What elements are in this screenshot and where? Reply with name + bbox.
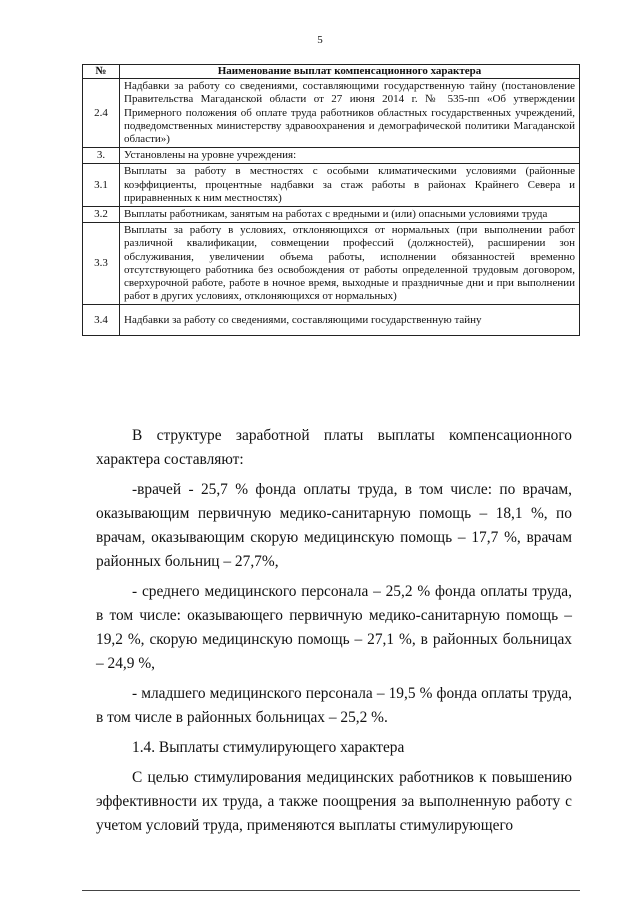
row-text: Надбавки за работу со сведениями, составляющими государственную тайну (постановление Правительства Магаданской области от 27 июня 2014 г. № 535-пп «Об утверждении Примерного положения об оплате труда работников областных государственных учреждений, подведомственных министерству здравоохранения и демографической политики Магаданской области») xyxy=(120,79,580,148)
row-text: Выплаты за работу в условиях, отклоняющихся от нормальных (при выполнении работ различной квалификации, совмещении профессий (должностей), расширении зон обслуживания, увеличении объема работы, исполнении обязанностей временно отсутствующего работника без освобождения от работы определенной трудовым договором, сверхурочной работе, работе в ночное время, выходные и праздничные дни и при выполнении работ в других условиях, отклоняющихся от нормальных) xyxy=(120,223,580,305)
column-header-number: № xyxy=(83,65,120,79)
row-number: 2.4 xyxy=(83,79,120,148)
row-number: 3.4 xyxy=(83,305,120,336)
table-row xyxy=(83,207,580,223)
row-number: 3. xyxy=(83,148,120,164)
paragraph-nurses: - среднего медицинского персонала – 25,2 % фонда оплаты труда, в том числе: оказывающего первичную медико-санитарную помощь – 19,2 %, скорую медицинскую помощь – 27,1 %, в районных больницах – 24,9 %, xyxy=(96,583,572,672)
row-text: Выплаты работникам, занятым на работах с вредными и (или) опасными условиями труда xyxy=(120,207,580,223)
paragraph-doctors: -врачей - 25,7 % фонда оплаты труда, в том числе: по врачам, оказывающим первичную медико-санитарную помощь – 18,1 %, по врачам, оказывающим скорую медицинскую помощь – 17,7 %, врачам районных больниц – 27,7%, xyxy=(96,481,572,570)
row-number: 3.2 xyxy=(83,207,120,223)
table-header-row xyxy=(83,65,580,79)
page-bottom-rule xyxy=(82,890,580,891)
row-number: 3.1 xyxy=(83,164,120,207)
row-text: Выплаты за работу в местностях с особыми климатическими условиями (районные коэффициенты, процентные надбавки за стаж работы в районах Крайнего Севера и приравненных к ним местностях) xyxy=(120,164,580,207)
table-row xyxy=(83,164,580,207)
table-row xyxy=(83,305,580,336)
row-text: Надбавки за работу со сведениями, составляющими государственную тайну xyxy=(120,305,580,336)
section-heading: 1.4. Выплаты стимулирующего характера xyxy=(132,739,405,756)
column-header-name: Наименование выплат компенсационного характера xyxy=(120,65,580,79)
paragraph-incentives: С целью стимулирования медицинских работников к повышению эффективности их труда, а также поощрения за выполненную работу с учетом условий труда, применяются выплаты стимулирующего xyxy=(96,769,572,834)
table-row xyxy=(83,148,580,164)
paragraph-intro: В структуре заработной платы выплаты компенсационного характера составляют: xyxy=(96,427,572,468)
paragraph-junior-staff: - младшего медицинского персонала – 19,5 % фонда оплаты труда, в том числе в районных больницах – 25,2 %. xyxy=(96,685,572,726)
body-text xyxy=(96,424,572,838)
row-number: 3.3 xyxy=(83,223,120,305)
row-text: Установлены на уровне учреждения: xyxy=(120,148,580,164)
table-row xyxy=(83,79,580,148)
table-row xyxy=(83,223,580,305)
page-number: 5 xyxy=(317,34,323,46)
compensation-table xyxy=(82,64,580,336)
